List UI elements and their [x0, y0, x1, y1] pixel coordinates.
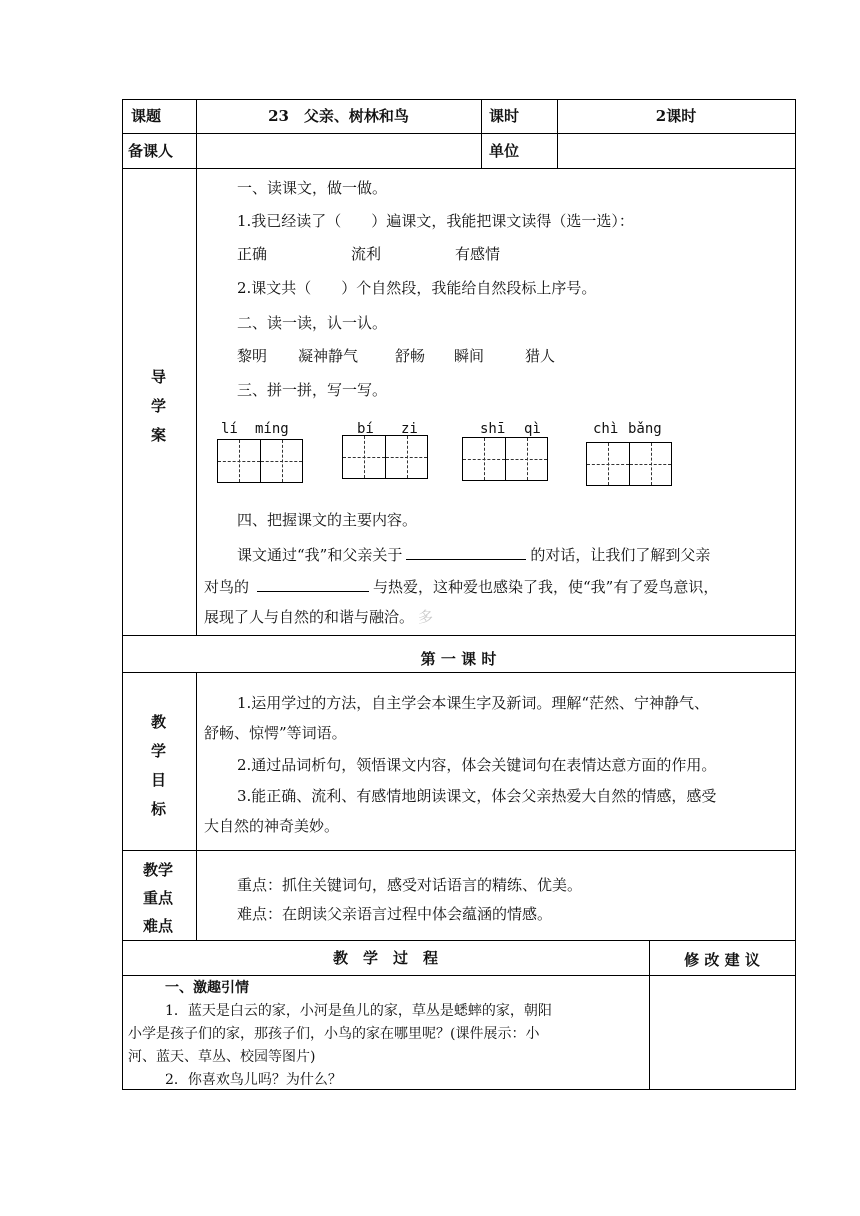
goals-side-label-4: 标 — [151, 800, 167, 818]
writing-cell[interactable] — [505, 438, 547, 480]
process-p1-line-3: 河、蓝天、草丛、校园等图片) — [128, 1049, 316, 1065]
writing-grid-3[interactable] — [462, 437, 548, 481]
summary-text: 课文通过“我”和父亲关于 — [237, 546, 403, 564]
guide-q1: 1.我已经读了（ ）遍课文，我能把课文读得（选一选）： — [237, 212, 634, 230]
guide-side-label-2: 学 — [151, 397, 167, 415]
writing-cell[interactable] — [629, 443, 671, 485]
period-label: 课时 — [489, 107, 520, 125]
process-section-title: 一、激趣引情 — [165, 980, 249, 996]
summary-text: 对鸟的 — [204, 578, 250, 596]
word-4: 瞬间 — [454, 347, 485, 365]
table-line — [122, 635, 795, 636]
table-line — [122, 99, 795, 100]
fill-blank-2[interactable] — [257, 575, 369, 592]
key-point: 重点：抓住关键词句，感受对话语言的精练、优美。 — [237, 876, 583, 894]
goal-3-line-1: 3.能正确、流利、有感情地朗读课文，体会父亲热爱大自然的情感，感受 — [237, 787, 717, 805]
faint-mark: 多 — [418, 608, 434, 626]
summary-text: 与热爱，这种爱也感染了我，使“我”有了爱鸟意识， — [373, 578, 719, 596]
goal-1-line-1: 1.运用学过的方法，自主学会本课生字及新词。理解“茫然、宁神静气、 — [237, 694, 709, 712]
pinyin-4b: bǎng — [628, 421, 662, 437]
goals-side-label-2: 学 — [151, 742, 167, 760]
process-p2: 2．你喜欢鸟儿吗？为什么？ — [165, 1072, 342, 1088]
difficult-point: 难点：在朗读父亲语言过程中体会蕴涵的情感。 — [237, 905, 553, 923]
preparer-label: 备课人 — [128, 142, 174, 160]
table-line — [122, 99, 123, 1089]
table-line — [122, 940, 795, 941]
revision-header: 修 改 建 议 — [684, 951, 760, 969]
guide-option-3: 有感情 — [455, 245, 501, 263]
table-line — [481, 99, 482, 168]
summary-text: 展现了人与自然的和谐与融洽。 — [204, 608, 415, 626]
guide-side-label-3: 案 — [151, 426, 167, 444]
writing-grid-4[interactable] — [586, 442, 672, 486]
topic-label: 课题 — [131, 107, 162, 125]
word-3: 舒畅 — [395, 347, 426, 365]
pinyin-1a: lí — [221, 421, 238, 437]
guide-option-2: 流利 — [351, 245, 382, 263]
table-line — [122, 850, 795, 851]
writing-cell[interactable] — [463, 438, 505, 480]
table-line — [196, 99, 197, 635]
summary-line-2 — [204, 575, 718, 597]
table-line — [795, 99, 796, 1090]
goal-1-line-2: 舒畅、惊愕”等词语。 — [204, 724, 347, 742]
writing-cell[interactable] — [587, 443, 629, 485]
pinyin-2b: zi — [401, 421, 418, 437]
period-value: 2课时 — [655, 107, 697, 125]
summary-text: 的对话，让我们了解到父亲 — [530, 546, 711, 564]
goals-side-label-3: 目 — [151, 771, 167, 789]
pinyin-3a: shī — [480, 421, 506, 437]
process-p1-line-2: 小学是孩子们的家，那孩子们，小鸟的家在哪里呢？(课件展示：小 — [128, 1026, 540, 1042]
pinyin-3b: qì — [524, 421, 541, 437]
word-5: 猎人 — [525, 347, 556, 365]
guide-side-label-1: 导 — [151, 368, 167, 386]
topic-value: 23 父亲、树林和鸟 — [268, 107, 409, 125]
guide-section-4-title: 四、把握课文的主要内容。 — [237, 511, 418, 529]
pinyin-4a: chì — [593, 421, 619, 437]
table-line — [196, 672, 197, 940]
writing-grid-2[interactable] — [342, 435, 428, 479]
guide-q2: 2.课文共（ ）个自然段，我能给自然段标上序号。 — [237, 279, 597, 297]
guide-section-2-title: 二、读一读，认一认。 — [237, 314, 388, 332]
table-line — [122, 975, 795, 976]
goals-side-label-1: 教 — [151, 713, 167, 731]
pinyin-1b: míng — [255, 421, 289, 437]
unit-label: 单位 — [489, 142, 520, 160]
summary-line-3 — [204, 607, 433, 627]
writing-cell[interactable] — [218, 440, 260, 482]
word-1: 黎明 — [237, 347, 268, 365]
process-header: 教 学 过 程 — [332, 949, 438, 967]
writing-cell[interactable] — [343, 436, 385, 478]
table-line — [122, 168, 795, 169]
goal-2: 2.通过品词析句，领悟课文内容，体会关键词句在表情达意方面的作用。 — [237, 756, 717, 774]
table-line — [122, 133, 795, 134]
lesson-1-title: 第 一 课 时 — [420, 650, 497, 668]
writing-cell[interactable] — [260, 440, 302, 482]
writing-grid-1[interactable] — [217, 439, 303, 483]
focus-side-label-1: 教学 — [143, 861, 174, 879]
focus-side-label-2: 重点 — [143, 889, 174, 907]
summary-line-1 — [237, 543, 710, 565]
process-p1-line-1: 1．蓝天是白云的家，小河是鱼儿的家，草丛是蟋蟀的家，朝阳 — [165, 1003, 552, 1019]
word-2: 凝神静气 — [298, 347, 359, 365]
table-line — [122, 672, 795, 673]
focus-side-label-3: 难点 — [143, 917, 174, 935]
writing-cell[interactable] — [385, 436, 427, 478]
guide-section-3-title: 三、拼一拼，写一写。 — [237, 381, 388, 399]
guide-option-1: 正确 — [237, 245, 268, 263]
goal-3-line-2: 大自然的神奇美妙。 — [204, 817, 340, 835]
guide-section-1-title: 一、读课文，做一做。 — [237, 179, 388, 197]
pinyin-2a: bí — [357, 421, 374, 437]
fill-blank-1[interactable] — [406, 543, 526, 560]
